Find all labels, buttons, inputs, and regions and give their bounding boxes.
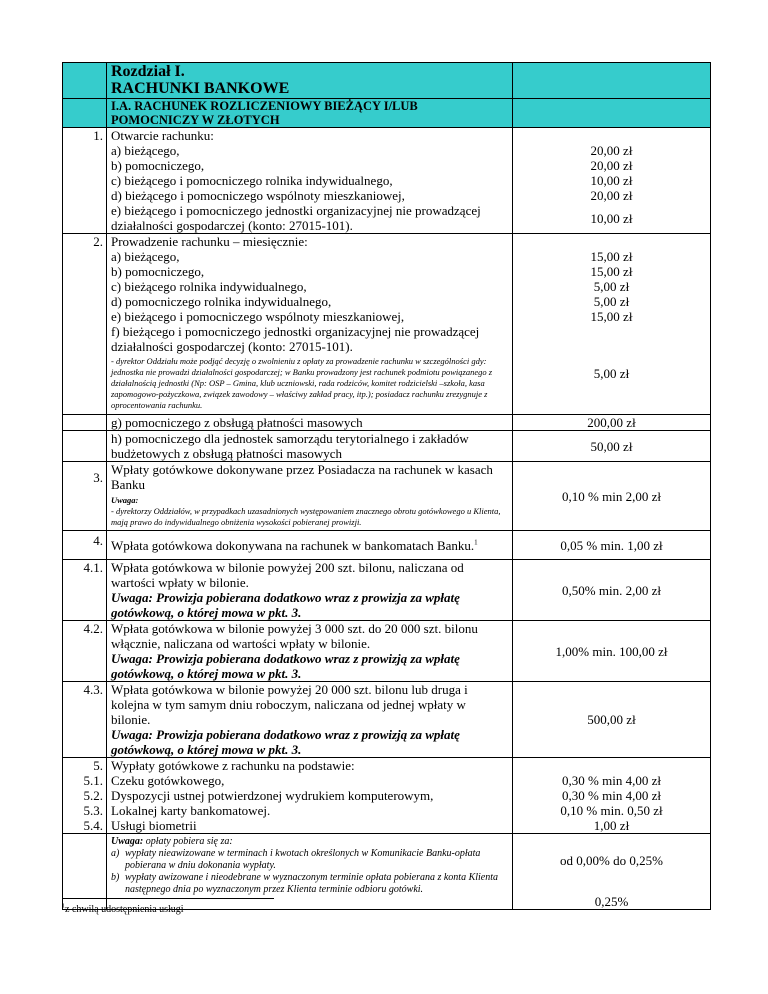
row-1-number: 1. (63, 128, 107, 234)
row-2-title: Prowadzenie rachunku – miesięcznie: (111, 234, 308, 249)
row-4-3-number: 4.3. (63, 682, 107, 758)
row-5-4-fee: 1,00 zł (593, 818, 630, 833)
section-title: I.A. RACHUNEK ROZLICZENIOWY BIEŻĄCY I/LUB POMOCNICZY W ZŁOTYCH (107, 99, 513, 128)
row-1-account-opening (63, 128, 711, 234)
row-4-3-text: Wpłata gotówkowa w bilonie powyżej 20 000 szt. bilonu lub druga i kolejna w tym samym dniu roboczym, naliczana od jednej wpłaty w bilonie. (111, 682, 468, 727)
chapter-header-row (63, 63, 711, 99)
row-4-1-number: 4.1. (63, 560, 107, 621)
row-4-2-text: Wpłata gotówkowa w bilonie powyżej 3 000 szt. do 20 000 szt. bilonu włącznie, naliczana od wartości wpłaty w bilonie. (111, 621, 478, 651)
row-5-title: Wypłaty gotówkowe z rachunku na podstawie: (111, 758, 355, 773)
row-4-3-remark: Uwaga: Prowizja pobierana dodatkowo wraz z prowizją za wpłatę gotówkową, o której mowa w pkt. 3. (111, 727, 460, 757)
row-2h-number (63, 431, 107, 462)
row-2-fee-f: 5,00 zł (593, 366, 630, 381)
row-4-1-text: Wpłata gotówkowa w bilonie powyżej 200 szt. bilonu, naliczana od wartości wpłaty w bilonie. (111, 560, 464, 590)
row-2-a: a) bieżącego, (111, 249, 180, 264)
fee-schedule-page (62, 62, 710, 910)
row-5-description (107, 758, 513, 834)
row-1-a: a) bieżącego, (111, 143, 180, 158)
row-2-fees (513, 234, 711, 415)
row-5-note-a: a) wypłaty nieawizowane w terminach i kwotach określonych w Komunikacie Banku-opłata pobierana w dniu dokonania wypłaty. (111, 848, 508, 872)
row-4-2-number: 4.2. (63, 621, 107, 682)
row-2h-fee: 50,00 zł (513, 431, 711, 462)
section-header-row (63, 99, 711, 128)
row-5-note-fees (513, 834, 711, 910)
row-1-fee-b: 20,00 zł (590, 158, 633, 173)
row-2-e: e) bieżącego i pomocniczego wspólnoty mieszkaniowej, (111, 309, 405, 324)
row-3-note-label: Uwaga: (111, 495, 139, 505)
row-2g-number (63, 415, 107, 431)
header-fee-cell (513, 63, 711, 99)
row-4-3-coin-deposit (63, 682, 711, 758)
row-1-fee-a: 20,00 zł (590, 143, 633, 158)
footnote-separator (62, 898, 274, 899)
row-2-fee-a: 15,00 zł (590, 249, 633, 264)
row-5-2-text: Dyspozycji ustnej potwierdzonej wydrukiem komputerowym, (111, 788, 434, 803)
row-4-footnote-ref: 1 (474, 538, 478, 547)
section-fee-cell (513, 99, 711, 128)
chapter-title (107, 63, 513, 99)
row-5-3-text: Lokalnej karty bankomatowej. (111, 803, 271, 818)
row-2-fee-c: 5,00 zł (593, 279, 630, 294)
row-5-number: 5. (93, 758, 103, 773)
row-4-title: Wpłata gotówkowa dokonywana na rachunek w bankomatach Banku. (111, 538, 475, 553)
row-4-fee: 0,05 % min. 1,00 zł (513, 531, 711, 560)
row-4-2-description (107, 621, 513, 682)
row-1-c: c) bieżącego i pomocniczego rolnika indywidualnego, (111, 173, 393, 188)
footnote-mark: 1 (62, 903, 65, 910)
row-4-3-description (107, 682, 513, 758)
chapter-name: RACHUNKI BANKOWE (111, 80, 290, 97)
row-5-4-text: Usługi biometrii (111, 818, 197, 833)
row-1-b: b) pomocniczego, (111, 158, 205, 173)
row-4-1-remark: Uwaga: Prowizja pobierana dodatkowo wraz z prowizja za wpłatę gotówkową, o której mowa w pkt. 3. (111, 590, 460, 620)
row-1-fee-c: 10,00 zł (590, 173, 633, 188)
row-2g-description: g) pomocniczego z obsługą płatności masowych (107, 415, 513, 431)
row-3-note: - dyrektorzy Oddziałów, w przypadkach uzasadnionych występowaniem znacznego obrotu gotówkowego u Klienta, mają prawo do indywidualnego obniżenia wysokości pobieranej prowizji. (111, 506, 501, 527)
row-2h-description: h) pomocniczego dla jednostek samorządu terytorialnego i zakładów budżetowych z obsługą płatności masowych (107, 431, 513, 462)
row-4-2-fee: 1,00% min. 100,00 zł (513, 621, 711, 682)
row-1-title: Otwarcie rachunku: (111, 128, 214, 143)
row-2-f: f) bieżącego i pomocniczego jednostki organizacyjnej nie prowadzącej działalności gospodarczej (konto: 27015-101). (111, 324, 480, 354)
row-5-numbers (63, 758, 107, 834)
row-5-fees (513, 758, 711, 834)
row-5-note-b-text: wypłaty awizowane i nieodebrane w wyznaczonym terminie opłata pobierana z konta Klienta następnego dnia po wyznaczonym przez Klienta terminie odbioru gotówki. (125, 872, 499, 895)
footnote (62, 904, 184, 916)
row-5-note-a-fee: od 0,00% do 0,25% (560, 853, 663, 868)
row-5-1-number: 5.1. (83, 773, 103, 788)
header-num-cell (63, 63, 107, 99)
row-4-description (107, 531, 513, 560)
fee-table (62, 62, 711, 910)
row-5-note-label: Uwaga: (111, 836, 144, 847)
row-3-description (107, 462, 513, 531)
row-5-2-fee: 0,30 % min 4,00 zł (562, 788, 661, 803)
row-5-3-number: 5.3. (83, 803, 103, 818)
row-2-description (107, 234, 513, 415)
row-2-d: d) pomocniczego rolnika indywidualnego, (111, 294, 332, 309)
row-2-f-note: - dyrektor Oddziału może podjąć decyzję o zwolnieniu z opłaty za prowadzenie rachunku w szczególności gdy: jednostka nie prowadzi działalności gospodarczej; w Banku prowadzony jest rachunek podmiotu powiązanego z działalnością jednostki (Np: OSP – Gmina, klub uczniowski, rada rodziców, komitet rodzicielski –szkoła, kasa zapomogowo-pożyczkowa, związek zawodowy – właściwy zakład pracy, itp.); posiadacz rachunku zrezygnuje z oprocentowania rachunku. (111, 356, 493, 410)
row-3-cash-deposits (63, 462, 711, 531)
row-1-fees (513, 128, 711, 234)
row-5-1-fee: 0,30 % min 4,00 zł (562, 773, 661, 788)
row-1-fee-d: 20,00 zł (590, 188, 633, 203)
row-2-fee-e: 15,00 zł (590, 309, 633, 324)
row-4-2-coin-deposit (63, 621, 711, 682)
row-1-e: e) bieżącego i pomocniczego jednostki organizacyjnej nie prowadzącej działalności gospodarczej (konto: 27015-101). (111, 203, 481, 233)
row-4-1-description (107, 560, 513, 621)
row-5-2-number: 5.2. (83, 788, 103, 803)
row-2g-fee: 200,00 zł (513, 415, 711, 431)
row-2h-local-government (63, 431, 711, 462)
row-5-note-a-text: wypłaty nieawizowane w terminach i kwotach określonych w Komunikacie Banku-opłata pobierana w dniu dokonania wypłaty. (125, 848, 481, 871)
row-1-d: d) bieżącego i pomocniczego wspólnoty mieszkaniowej, (111, 188, 405, 203)
row-5-cash-withdrawals (63, 758, 711, 834)
row-5-note-intro: Uwaga: opłaty pobiera się za: (111, 836, 233, 847)
row-3-title: Wpłaty gotówkowe dokonywane przez Posiadacza na rachunek w kasach Banku (111, 462, 493, 492)
row-2-c: c) bieżącego rolnika indywidualnego, (111, 279, 307, 294)
row-5-1-text: Czeku gotówkowego, (111, 773, 225, 788)
row-3-number: 3. (63, 462, 107, 531)
row-4-atm-deposit (63, 531, 711, 560)
row-3-fee: 0,10 % min 2,00 zł (513, 462, 711, 531)
section-num-cell (63, 99, 107, 128)
row-5-3-fee: 0,10 % min. 0,50 zł (560, 803, 663, 818)
row-4-1-fee: 0,50% min. 2,00 zł (513, 560, 711, 621)
row-2-b: b) pomocniczego, (111, 264, 205, 279)
row-2-fee-b: 15,00 zł (590, 264, 633, 279)
row-4-2-remark: Uwaga: Prowizja pobierana dodatkowo wraz z prowizją za wpłatę gotówkową, o której mowa w pkt. 3. (111, 651, 460, 681)
row-2-fee-d: 5,00 zł (593, 294, 630, 309)
row-2-number: 2. (63, 234, 107, 415)
chapter-label: Rozdział I. (111, 63, 185, 80)
row-1-fee-e: 10,00 zł (590, 211, 633, 226)
row-2-account-maintenance (63, 234, 711, 415)
row-4-1-coin-deposit (63, 560, 711, 621)
row-4-number: 4. (63, 531, 107, 560)
row-5-note-b-fee: 0,25% (594, 894, 629, 909)
footnote-text: z chwilą udostępnienia usługi (65, 904, 184, 915)
row-2g-mass-payments (63, 415, 711, 431)
row-5-4-number: 5.4. (83, 818, 103, 833)
row-5-note-b: b) wypłaty awizowane i nieodebrane w wyznaczonym terminie opłata pobierana z konta Klienta następnego dnia po wyznaczonym przez Klienta terminie odbioru gotówki. (111, 872, 508, 896)
row-4-3-fee: 500,00 zł (513, 682, 711, 758)
row-1-description (107, 128, 513, 234)
